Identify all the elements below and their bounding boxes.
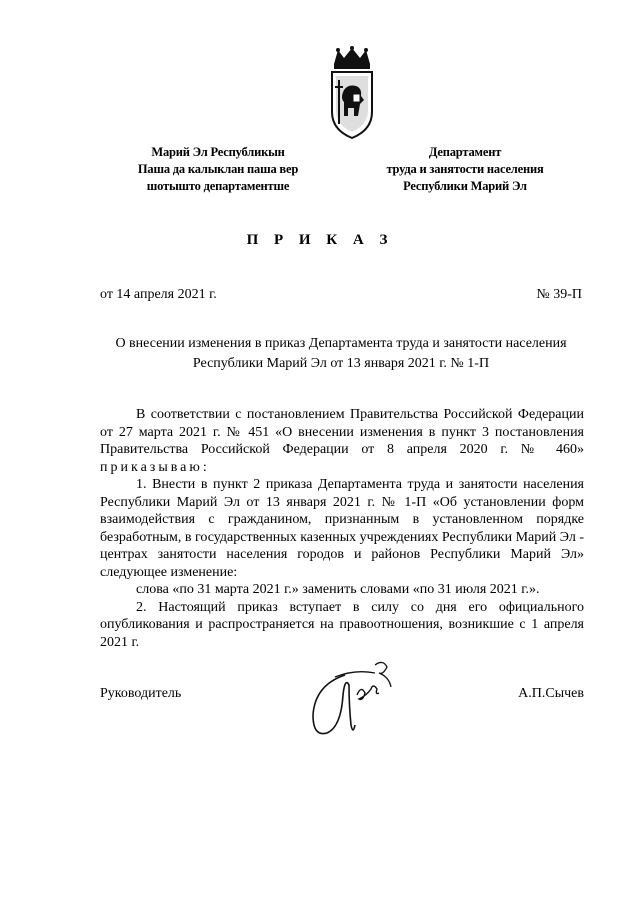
body-paragraph-4: 2. Настоящий приказ вступает в силу со дня его официального опубликования и распространяется на правоотношения, возникшие с 1 апреля 2021 г. (100, 599, 584, 650)
order-body (100, 406, 584, 651)
header-right-line-2: труда и занятости населения (386, 162, 544, 176)
signer-role: Руководитель (100, 686, 182, 701)
header-right-line-3: Республики Марий Эл (403, 179, 527, 193)
header-right-line-1: Департамент (428, 145, 502, 159)
header-left-line-2: Паша да калыклан паша вер (137, 162, 299, 176)
signer-name: А.П.Сычев (518, 686, 584, 701)
header-left-line-1: Марий Эл Республикын (151, 145, 285, 159)
body-paragraph-1 (100, 406, 584, 476)
signature-icon (305, 655, 405, 741)
header-right-block (370, 144, 560, 195)
coat-of-arms-icon (326, 46, 378, 142)
order-subject: О внесении изменения в приказ Департамента труда и занятости населения Республики Марий Эл от 13 января 2021 г. № 1-П (115, 336, 567, 371)
body-paragraph-2: 1. Внести в пункт 2 приказа Департамента труда и занятости населения Республики Марий Эл от 13 января 2021 г. № 1-П «Об установлении форм взаимодействия с гражданином, признанным в установленном порядке безработным, в государственных казенных учреждениях Республики Марий Эл - центрах занятости населения городов и районов Республики Марий Эл» следующее изменение: (100, 477, 584, 580)
header-left-block (118, 144, 318, 195)
body-paragraph-1-order-word: приказываю: (100, 459, 210, 475)
header-left-line-3: шотышто департаментше (146, 179, 290, 193)
body-paragraph-1-text: В соответствии с постановлением Правительства Российской Федерации от 27 марта 2021 г. № 451 «О внесении изменения в пункт 3 постановления Правительства Российской Федерации от 8 апреля 2020 г. № 460» (100, 407, 584, 457)
order-number: № 39-П (536, 287, 582, 302)
document-title: П Р И К А З (246, 232, 394, 248)
order-date: от 14 апреля 2021 г. (100, 287, 217, 302)
body-paragraph-3: слова «по 31 марта 2021 г.» заменить словами «по 31 июля 2021 г.». (136, 582, 540, 597)
